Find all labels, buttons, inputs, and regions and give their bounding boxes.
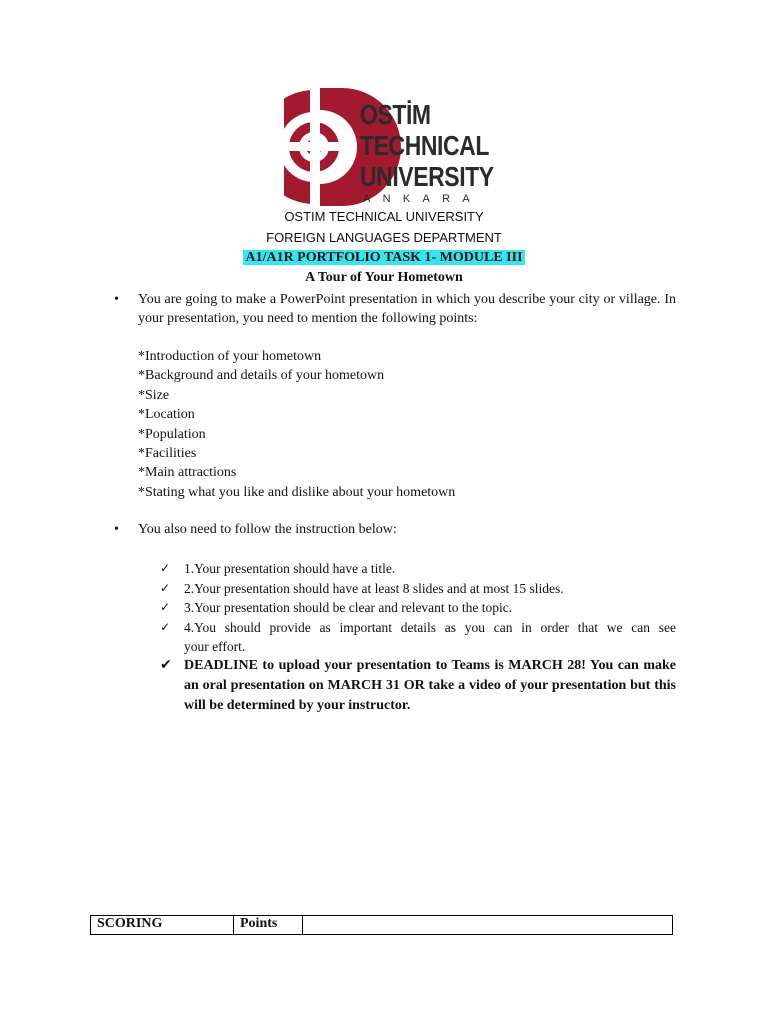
task-heading-text: A1/A1R PORTFOLIO TASK 1- MODULE III (245, 250, 523, 265)
point-item: *Background and details of your hometown (138, 368, 385, 384)
instructions-bullet: • (114, 522, 119, 537)
point-item: *Stating what you like and dislike about your hometown (138, 484, 456, 500)
instruction-text: 1.Your presentation should have a title. (184, 561, 396, 576)
logo-text-ostim: OSTİM (360, 99, 431, 130)
intro-paragraph: You are going to make a PowerPoint presentation in which you describe your city or village. In your presentation, you need to mention the following points: (138, 292, 676, 327)
instruction-text: 2.Your presentation should have at least 8 slides and at most 15 slides. (184, 581, 564, 596)
deadline-text: DEADLINE to upload your presentation to Teams is MARCH 28! You can make an oral presentation on MARCH 31 OR take a video of your presentation but this will be determined by your instructor. (184, 658, 676, 713)
point-item: *Facilities (138, 446, 197, 462)
logo-text-university: UNIVERSITY (360, 161, 494, 192)
logo-text-technical: TECHNICAL (360, 130, 489, 161)
check-icon: ✓ (160, 600, 171, 614)
intro-bullet: • (114, 292, 119, 307)
instruction-text: 3.Your presentation should be clear and relevant to the topic. (184, 600, 513, 615)
university-name: OSTIM TECHNICAL UNIVERSITY (284, 209, 484, 224)
point-item: *Main attractions (138, 465, 237, 481)
point-item: *Introduction of your hometown (138, 349, 322, 364)
check-icon: ✓ (160, 581, 171, 595)
point-item: *Size (138, 387, 170, 403)
logo-text-ankara: ANKARA (363, 193, 483, 205)
department-name: FOREIGN LANGUAGES DEPARTMENT (266, 230, 502, 245)
empty-header-cell (303, 916, 673, 935)
table-row (91, 916, 673, 935)
check-bold-icon: ✔ (160, 657, 172, 673)
check-icon: ✓ (160, 561, 171, 575)
instruction-text: 4.You should provide as important details as you can in order that we can see (184, 620, 676, 635)
instructions-intro: You also need to follow the instruction below: (138, 522, 397, 537)
check-icon: ✓ (160, 620, 171, 634)
task-heading (0, 250, 768, 266)
point-item: *Location (138, 407, 195, 423)
scoring-header-cell: SCORING (91, 916, 234, 935)
scoring-table (90, 915, 673, 935)
instruction-text: your effort. (184, 639, 246, 654)
point-item: *Population (138, 426, 206, 442)
document-title: A Tour of Your Hometown (305, 270, 463, 285)
points-list (138, 347, 455, 502)
points-header-cell: Points (234, 916, 303, 935)
